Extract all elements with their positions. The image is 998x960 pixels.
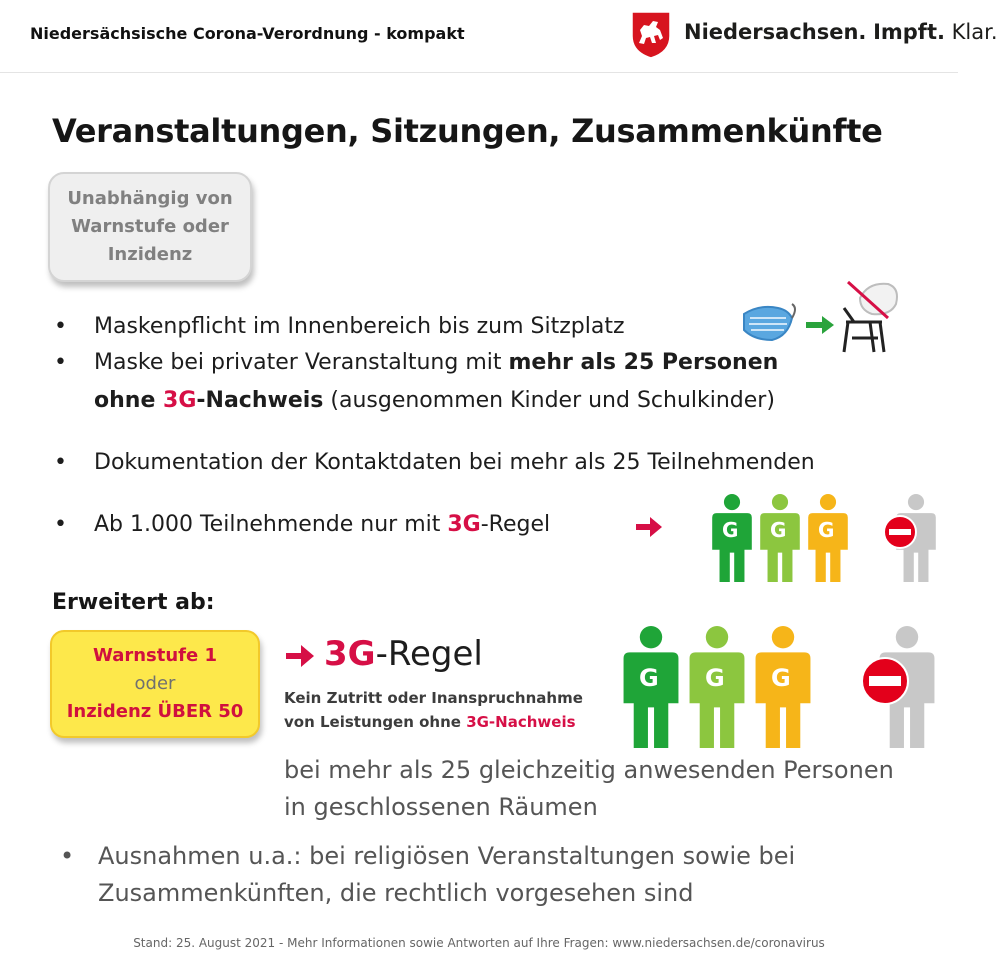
bullet-dot: • (54, 350, 67, 375)
bullet2-text-bold: mehr als 25 Personen (508, 350, 779, 375)
bullet2-text-ohne: ohne (94, 388, 164, 413)
bullet-dot: • (54, 512, 67, 537)
bullet4-text-3g: 3G (447, 512, 481, 537)
person-label: G (722, 518, 739, 542)
bullet2-text-exception: (ausgenommen Kinder und Schulkinder) (323, 388, 775, 413)
logo-word-klar: Klar. (951, 20, 998, 44)
warnstufe-badge (50, 630, 260, 738)
bullet2-text-a: Maske bei privater Veranstaltung mit (94, 350, 509, 375)
warnstufe-badge-line3: Inzidenz ÜBER 50 (66, 701, 244, 722)
exceptions-line2: Zusammenkünften, die rechtlich vorgesehen sind (98, 879, 694, 907)
no-entry-icon (860, 656, 910, 706)
bullet-1000-participants-text (94, 506, 550, 544)
logo-wordmark (684, 20, 998, 44)
independent-badge-line2: Warnstufe oder (71, 216, 229, 237)
person-label: G (771, 664, 791, 692)
bullet2-text-3g: 3G (163, 388, 197, 413)
red-arrow-icon (634, 514, 664, 540)
exceptions-line1: Ausnahmen u.a.: bei religiösen Veranstaltungen sowie bei (98, 842, 796, 870)
3g-rule-note-line2 (284, 710, 583, 734)
bullet-mask-indoor-text: Maskenpflicht im Innenbereich bis zum Sitzplatz (94, 314, 625, 339)
person-label: G (818, 518, 835, 542)
footer-note: Stand: 25. August 2021 - Mehr Informationen sowie Antworten auf Ihre Fragen: www.niedersachsen.de/coronavirus (133, 936, 825, 950)
bullet4-text-a: Ab 1.000 Teilnehmende nur mit (94, 512, 448, 537)
3g-persons-small (710, 494, 940, 582)
red-arrow-icon (284, 642, 316, 670)
independent-badge (48, 172, 252, 282)
3g-rule-note (284, 686, 583, 734)
bullet4-text-regel: -Regel (480, 512, 551, 537)
3g-persons-large (620, 626, 940, 748)
bullet-dot: • (54, 314, 67, 339)
3g-rule-note-line2-b: 3G-Nachweis (466, 713, 576, 731)
bullet-mask-private-event-line2 (94, 382, 775, 420)
3g-rule-heading (324, 634, 483, 674)
bullet-exceptions (60, 838, 860, 912)
header-title: Niedersächsische Corona-Verordnung - kompakt (30, 24, 465, 43)
3g-rule-note-line2-a: von Leistungen ohne (284, 713, 467, 731)
bullet-dot: • (60, 842, 75, 870)
3g-rule-note-line1: Kein Zutritt oder Inanspruchnahme (284, 689, 583, 707)
persons-condition-line2: in geschlossenen Räumen (284, 793, 598, 821)
warnstufe-badge-line1: Warnstufe 1 (92, 645, 217, 666)
logo-word-niedersachsen: Niedersachsen. (684, 20, 867, 44)
independent-badge-line1: Unabhängig von (67, 188, 233, 209)
bullet-contact-data (54, 444, 934, 482)
no-entry-icon (882, 514, 918, 550)
niedersachsen-horse-logo-icon (630, 10, 672, 60)
person-label: G (639, 664, 659, 692)
person-label: G (705, 664, 725, 692)
independent-badge-line3: Inzidenz (107, 244, 193, 265)
persons-condition-line1: bei mehr als 25 gleichzeitig anwesenden Personen (284, 756, 894, 784)
bullet-mask-private-event-line1 (94, 344, 778, 382)
person-label: G (770, 518, 787, 542)
bullet-dot: • (54, 450, 67, 475)
bullet2-text-nachweis: -Nachweis (196, 388, 324, 413)
3g-rule-red: 3G (324, 634, 376, 674)
extended-heading: Erweitert ab: (52, 590, 215, 615)
logo-word-impft: Impft. (873, 20, 945, 44)
bullet-mask-private-event (54, 344, 854, 420)
bullet-1000-participants (54, 506, 654, 544)
bullet-contact-data-text: Dokumentation der Kontaktdaten bei mehr als 25 Teilnehmenden (94, 450, 815, 475)
3g-rule-rest: -Regel (375, 634, 483, 674)
bullet-mask-indoor (54, 308, 734, 346)
warnstufe-badge-line2: oder (134, 673, 176, 694)
page-title: Veranstaltungen, Sitzungen, Zusammenkünfte (52, 112, 883, 150)
persons-condition (284, 752, 894, 826)
